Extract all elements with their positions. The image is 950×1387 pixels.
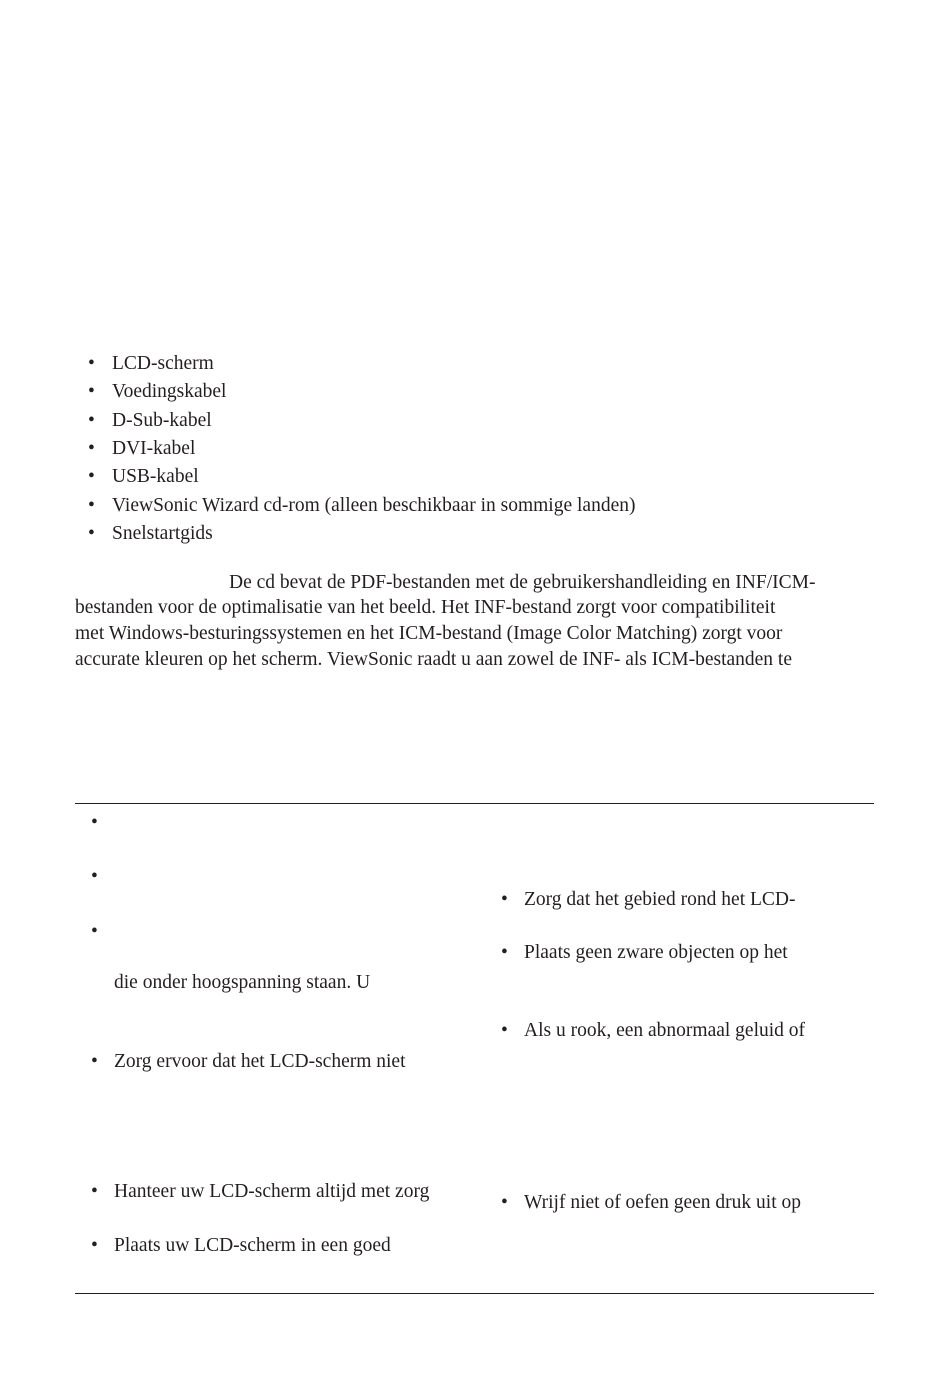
precaution-text: die onder hoogspanning staan. U xyxy=(114,972,371,993)
precaution-text: Zorg dat het gebied rond het LCD- xyxy=(524,889,796,910)
note-line: De cd bevat de PDF-bestanden met de gebruikershandleiding en INF/ICM- xyxy=(229,572,816,593)
precaution-text: Hanteer uw LCD-scherm altijd met zorg xyxy=(114,1181,430,1202)
note-line: bestanden voor de optimalisatie van het beeld. Het INF-bestand zorgt voor compatibiliteit xyxy=(75,597,776,618)
list-bullet: • xyxy=(91,1051,98,1072)
list-bullet: • xyxy=(501,1020,508,1041)
list-bullet: • xyxy=(88,495,95,516)
list-bullet: • xyxy=(88,381,95,402)
list-bullet: • xyxy=(501,889,508,910)
list-item: Voedingskabel xyxy=(112,381,227,402)
list-item: Snelstartgids xyxy=(112,523,213,544)
list-bullet: • xyxy=(91,866,98,887)
precaution-text: Wrijf niet of oefen geen druk uit op xyxy=(524,1192,801,1213)
list-bullet: • xyxy=(501,942,508,963)
note-line: met Windows-besturingssystemen en het ICM-bestand (Image Color Matching) zorgt voor xyxy=(75,623,783,644)
list-bullet: • xyxy=(88,410,95,431)
list-bullet: • xyxy=(88,523,95,544)
list-bullet: • xyxy=(88,438,95,459)
list-item: DVI-kabel xyxy=(112,438,196,459)
list-bullet: • xyxy=(91,1235,98,1256)
list-bullet: • xyxy=(91,1181,98,1202)
precaution-text: Plaats uw LCD-scherm in een goed xyxy=(114,1235,391,1256)
list-item: ViewSonic Wizard cd-rom (alleen beschikbaar in sommige landen) xyxy=(112,495,636,516)
note-line: accurate kleuren op het scherm. ViewSonic raadt u aan zowel de INF- als ICM-bestanden te xyxy=(75,649,792,670)
top-divider xyxy=(75,803,874,804)
list-bullet: • xyxy=(91,921,98,942)
list-bullet: • xyxy=(88,466,95,487)
list-bullet: • xyxy=(88,353,95,374)
list-bullet: • xyxy=(91,812,98,833)
list-item: LCD-scherm xyxy=(112,353,214,374)
list-bullet: • xyxy=(501,1192,508,1213)
bottom-divider xyxy=(75,1293,874,1294)
precaution-text: Als u rook, een abnormaal geluid of xyxy=(524,1020,806,1041)
precaution-text: Plaats geen zware objecten op het xyxy=(524,942,788,963)
list-item: D-Sub-kabel xyxy=(112,410,212,431)
list-item: USB-kabel xyxy=(112,466,199,487)
precaution-text: Zorg ervoor dat het LCD-scherm niet xyxy=(114,1051,406,1072)
